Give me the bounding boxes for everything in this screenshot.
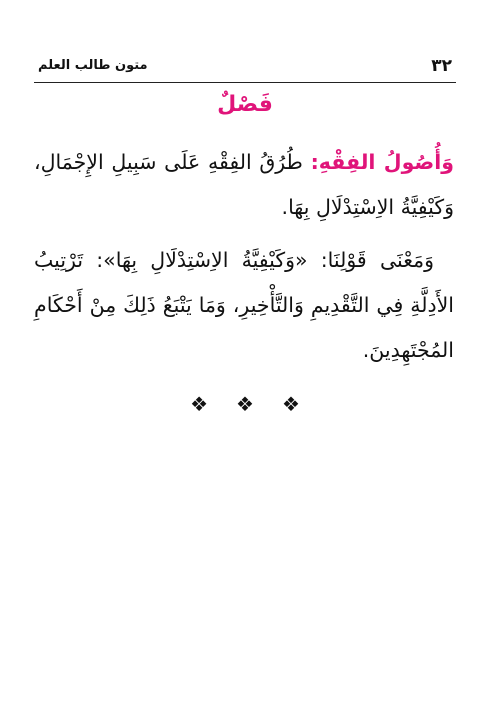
main-text [34,140,454,373]
definition-text: طُرُقُ الفِقْهِ عَلَى سَبِيلِ الإِجْمَالِ، وَكَيْفِيَّةُ الاِسْتِدْلَالِ بِهَا. [34,150,454,219]
explanation-paragraph: وَمَعْنَى قَوْلِنَا: «وَكَيْفِيَّةُ الاِسْتِدْلَالِ بِهَا»: تَرْتِيبُ الأَدِلَّةِ فِي التَّقْدِيمِ وَالتَّأْخِيرِ، وَمَا يَتْبَعُ ذَلِكَ مِنْ أَحْكَامِ المُجْتَهِدِينَ. [34,248,454,362]
section-divider [0,392,490,416]
section-heading: فَصْلٌ [217,92,273,117]
defined-term: وَأُصُولُ الفِقْهِ: [310,150,455,174]
diamond-ornament-icon: ❖ [190,392,209,416]
book-title: متون طالب العلم [38,58,148,73]
running-header [34,56,456,83]
diamond-ornament-icon: ❖ [281,392,300,416]
page-number: ٣٢ [431,56,452,76]
definition-paragraph [34,140,454,230]
diamond-ornament-icon: ❖ [236,392,254,416]
